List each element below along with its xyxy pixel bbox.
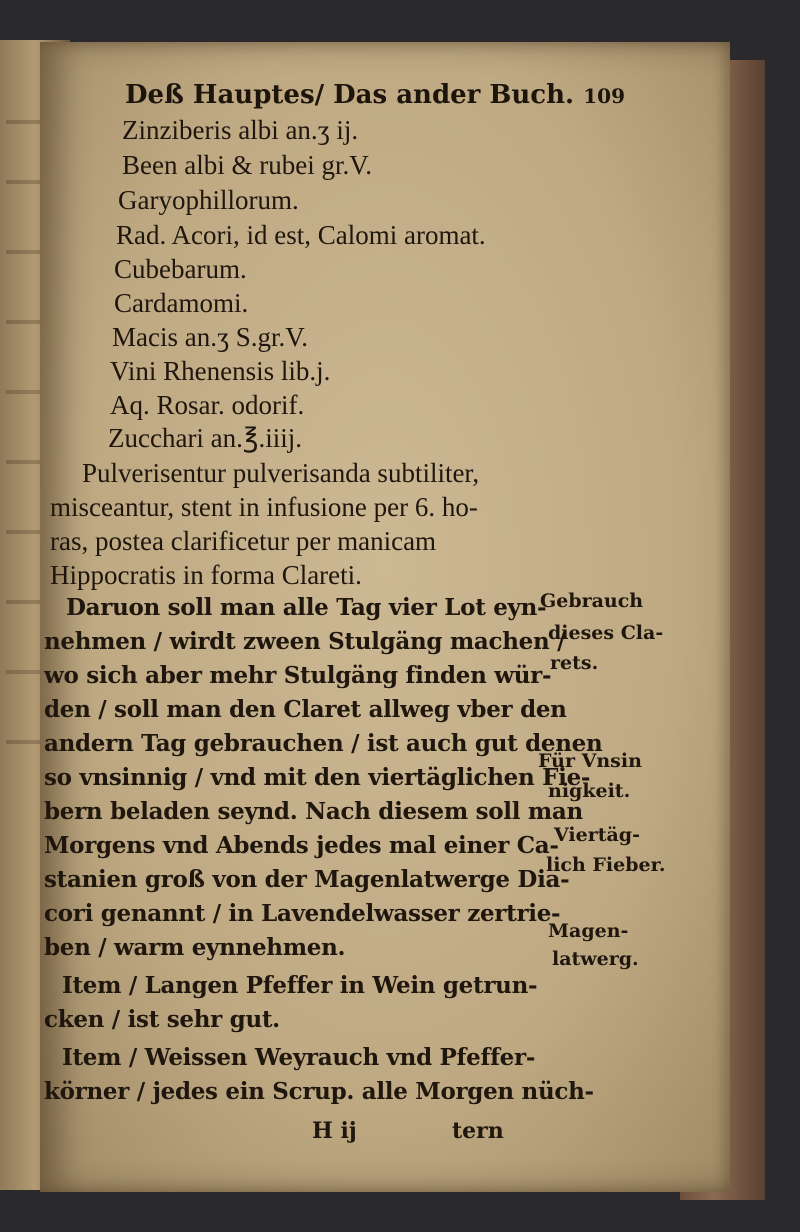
text-line: Morgens vnd Abends jedes mal einer Ca- (44, 832, 559, 859)
running-header (125, 78, 625, 112)
text-line: Hippocratis in forma Clareti. (50, 560, 362, 590)
text-line: Cardamomi. (114, 288, 249, 318)
margin-note: lich Fieber. (546, 854, 666, 876)
text-line: stanien groß von der Magenlatwerge Dia- (44, 866, 570, 893)
text-line: den / soll man den Claret allweg vber den (44, 696, 567, 723)
text-line: Pulverisentur pulverisanda subtiliter, (82, 458, 480, 488)
text-line: andern Tag gebrauchen / ist auch gut denen (44, 730, 603, 757)
margin-note: nigkeit. (548, 780, 631, 802)
text-line: so vnsinnig / vnd mit den viertäglichen Fie- (44, 764, 591, 791)
text-line: Vini Rhenensis lib.j. (110, 356, 331, 386)
margin-note: dieses Cla- (548, 622, 664, 644)
text-line: Been albi & rubei gr.V. (122, 150, 372, 180)
text-line: Cubebarum. (114, 254, 247, 284)
text-line: Item / Weissen Weyrauch vnd Pfeffer- (62, 1044, 536, 1071)
text-line: Macis an.ʒ S.gr.V. (112, 322, 308, 352)
text-line: Zucchari an.℥.iiij. (108, 423, 303, 453)
margin-note: rets. (550, 652, 599, 674)
margin-note: Magen- (548, 920, 629, 942)
text-line: wo sich aber mehr Stulgäng finden wür- (44, 662, 552, 689)
text-line: Rad. Acori, id est, Calomi aromat. (116, 220, 486, 250)
text-line: bern beladen seynd. Nach diesem soll man (44, 798, 583, 825)
text-line: Zinziberis albi an.ʒ ij. (122, 115, 359, 145)
margin-note: Für Vnsin (538, 750, 642, 772)
catchword: tern (452, 1118, 504, 1144)
header-title: Deß Hauptes/ Das ander Buch. (125, 80, 575, 110)
margin-note: Viertäg- (554, 824, 640, 846)
text-line: ben / warm eynnehmen. (44, 934, 346, 961)
text-line: cken / ist sehr gut. (44, 1006, 280, 1033)
text-line: Aq. Rosar. odorif. (110, 390, 305, 420)
text-line: nehmen / wirdt zween Stulgäng machen / (44, 628, 566, 655)
text-line: Item / Langen Pfeffer in Wein getrun- (62, 972, 538, 999)
text-line: cori genannt / in Lavendelwasser zertrie- (44, 900, 561, 927)
signature-mark: H ij (312, 1118, 357, 1144)
text-line: Daruon soll man alle Tag vier Lot eyn- (66, 594, 547, 621)
text-line: körner / jedes ein Scrup. alle Morgen nüch- (44, 1078, 594, 1105)
margin-note: Gebrauch (540, 590, 644, 612)
text-line: misceantur, stent in infusione per 6. ho- (50, 492, 478, 522)
margin-note: latwerg. (552, 948, 639, 970)
page-number: 109 (583, 84, 625, 108)
text-line: Garyophillorum. (118, 185, 299, 215)
text-line: ras, postea clarificetur per manicam (50, 526, 437, 556)
